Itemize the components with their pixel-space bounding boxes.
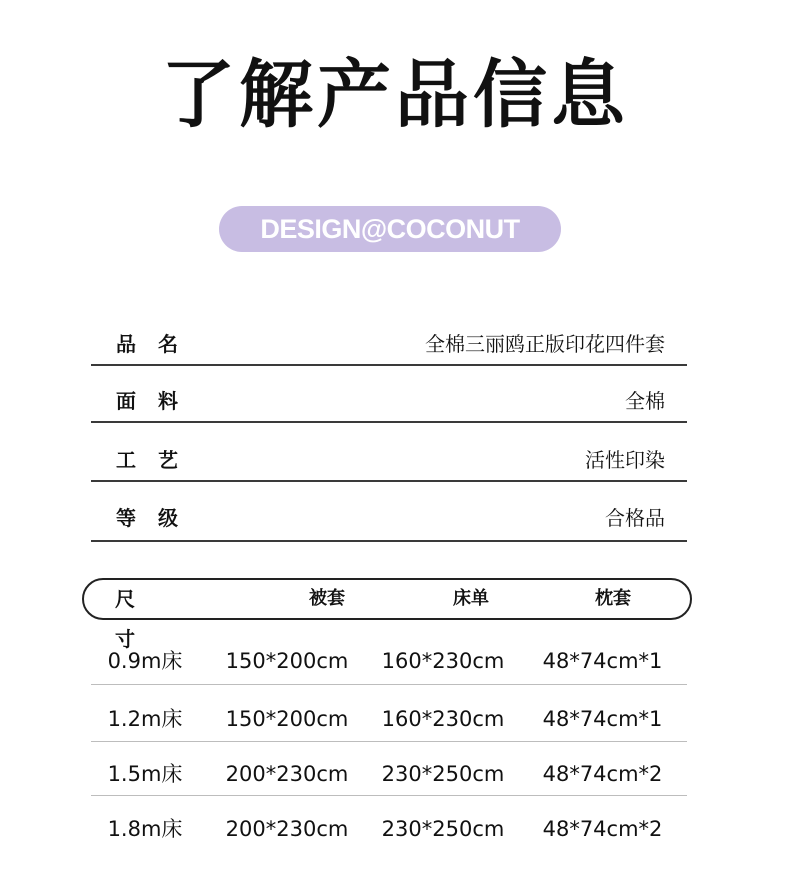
bed-sheet-cell: 230*250cm	[381, 817, 505, 841]
info-row-grade	[91, 498, 687, 538]
pillowcase-cell: 48*74cm*1	[542, 649, 663, 673]
row-divider	[91, 741, 687, 742]
info-value: 全棉三丽鸥正版印花四件套	[425, 332, 665, 356]
bed-size-cell: 1.2m床	[107, 707, 183, 731]
info-label: 工艺	[116, 448, 200, 472]
table-row	[0, 641, 790, 681]
info-label: 面料	[116, 389, 200, 413]
row-divider	[91, 795, 687, 796]
header-bed-sheet: 床单	[453, 588, 489, 609]
bed-sheet-cell: 160*230cm	[381, 707, 505, 731]
pillowcase-cell: 48*74cm*2	[542, 817, 663, 841]
table-row	[0, 699, 790, 739]
bed-size-cell: 1.5m床	[107, 762, 183, 786]
info-row-fabric	[91, 381, 687, 421]
header-pillowcase: 枕套	[595, 588, 631, 609]
table-row	[0, 809, 790, 849]
bed-sheet-cell: 230*250cm	[381, 762, 505, 786]
info-value: 活性印染	[585, 448, 665, 472]
divider	[91, 540, 687, 542]
bed-size-cell: 0.9m床	[107, 649, 183, 673]
header-duvet-cover: 被套	[309, 588, 345, 609]
info-label: 等级	[116, 506, 200, 530]
divider	[91, 480, 687, 482]
info-row-process	[91, 440, 687, 480]
divider	[91, 421, 687, 423]
brand-badge: DESIGN@COCONUT	[219, 206, 561, 252]
info-row-name	[91, 324, 687, 364]
info-label: 品名	[116, 332, 200, 356]
bed-size-cell: 1.8m床	[107, 817, 183, 841]
duvet-cover-cell: 200*230cm	[225, 817, 349, 841]
header-size: 尺寸	[115, 587, 157, 651]
page-title: 了解产品信息	[161, 52, 629, 138]
divider	[91, 364, 687, 366]
info-value: 合格品	[605, 506, 665, 530]
duvet-cover-cell: 150*200cm	[225, 707, 349, 731]
info-value: 全棉	[625, 389, 665, 413]
duvet-cover-cell: 200*230cm	[225, 762, 349, 786]
bed-sheet-cell: 160*230cm	[381, 649, 505, 673]
table-row	[0, 754, 790, 794]
pillowcase-cell: 48*74cm*2	[542, 762, 663, 786]
row-divider	[91, 684, 687, 685]
pillowcase-cell: 48*74cm*1	[542, 707, 663, 731]
duvet-cover-cell: 150*200cm	[225, 649, 349, 673]
